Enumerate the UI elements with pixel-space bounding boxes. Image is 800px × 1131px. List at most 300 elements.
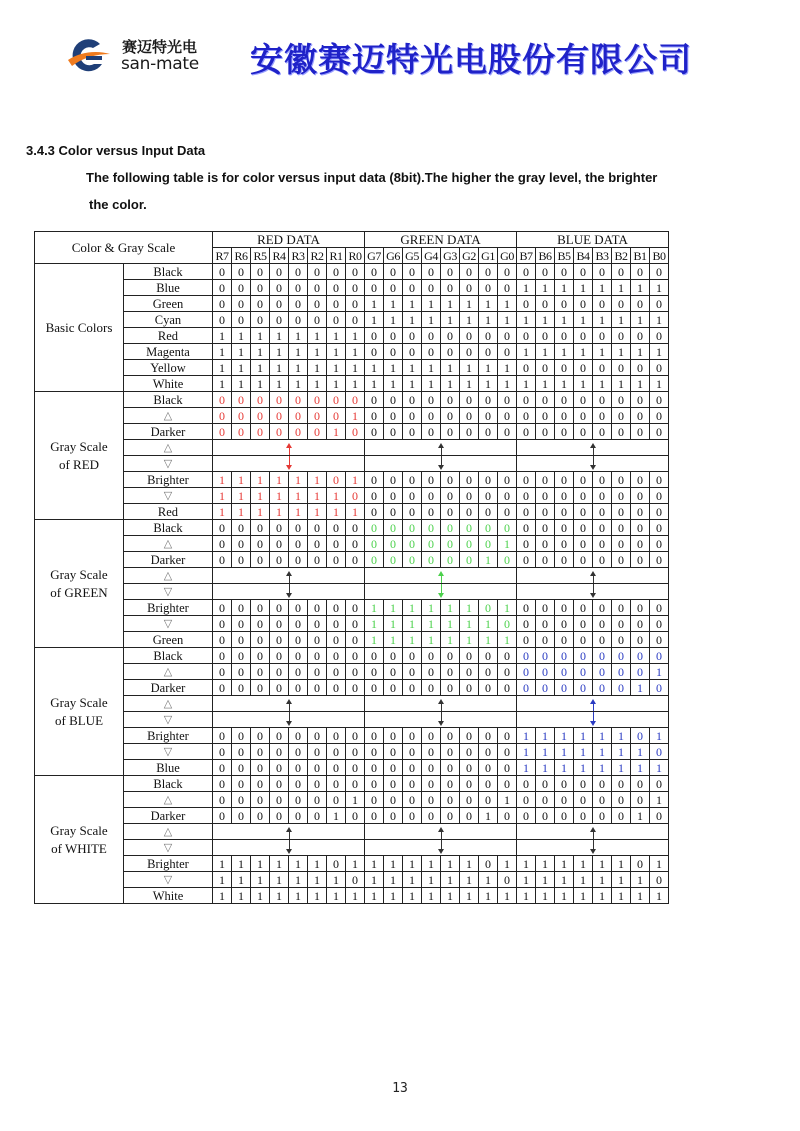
bit-value: 1 [650,280,669,296]
bit-header: R1 [327,248,346,264]
bit-value: 0 [574,328,593,344]
bit-value: 1 [327,360,346,376]
bit-value: 0 [631,600,650,616]
bit-value: 0 [365,808,384,824]
bit-value: 0 [403,280,422,296]
arrow-down-cell [365,456,517,472]
bit-value: 0 [555,808,574,824]
row-label: ▽ [124,840,213,856]
bit-value: 1 [536,872,555,888]
bit-value: 0 [631,504,650,520]
bit-value: 0 [232,680,251,696]
bit-value: 0 [593,472,612,488]
bit-value: 0 [232,632,251,648]
bit-value: 0 [498,808,517,824]
bit-value: 0 [403,808,422,824]
bit-value: 0 [536,328,555,344]
bit-value: 0 [536,264,555,280]
page-number: 13 [392,1081,408,1096]
row-label: △ [124,664,213,680]
bit-value: 0 [479,760,498,776]
bit-value: 1 [574,856,593,872]
bit-value: 1 [517,744,536,760]
bit-value: 0 [555,296,574,312]
bit-value: 1 [555,728,574,744]
bit-value: 0 [574,552,593,568]
bit-value: 0 [384,728,403,744]
bit-value: 0 [403,552,422,568]
arrow-up-icon [593,575,594,583]
bit-value: 0 [251,808,270,824]
bit-value: 0 [536,472,555,488]
bit-value: 0 [650,648,669,664]
bit-value: 0 [365,552,384,568]
bit-value: 1 [289,488,308,504]
bit-value: 0 [574,488,593,504]
bit-value: 0 [593,328,612,344]
section-label-line-1: Gray Scale [50,822,108,838]
bit-value: 0 [384,520,403,536]
bit-value: 0 [612,632,631,648]
bit-value: 0 [365,760,384,776]
bit-header: B6 [536,248,555,264]
bit-value: 0 [612,792,631,808]
bit-value: 0 [251,744,270,760]
table-row [35,600,669,616]
bit-value: 0 [517,424,536,440]
bit-value: 0 [289,552,308,568]
bit-value: 1 [365,856,384,872]
bit-value: 0 [213,264,232,280]
bit-value: 1 [612,856,631,872]
bit-header: G1 [479,248,498,264]
arrow-up-icon [593,703,594,711]
bit-value: 0 [346,808,365,824]
row-label: Black [124,648,213,664]
bit-value: 0 [327,664,346,680]
bit-value: 0 [574,808,593,824]
bit-value: 0 [498,760,517,776]
bit-value: 0 [346,648,365,664]
bit-value: 1 [536,376,555,392]
bit-value: 0 [593,664,612,680]
bit-value: 0 [384,472,403,488]
bit-value: 0 [574,536,593,552]
bit-value: 1 [289,888,308,904]
row-label: Brighter [124,856,213,872]
bit-value: 0 [517,488,536,504]
bit-value: 0 [441,776,460,792]
bit-value: 0 [403,792,422,808]
bit-value: 1 [422,888,441,904]
bit-value: 0 [327,776,346,792]
bit-value: 0 [479,328,498,344]
section-label-line-2: of BLUE [54,712,104,728]
bit-value: 1 [460,872,479,888]
bit-value: 1 [308,856,327,872]
bit-value: 0 [270,648,289,664]
bit-value: 0 [289,600,308,616]
bit-value: 0 [612,808,631,824]
arrow-down-icon [593,584,594,594]
bit-value: 1 [593,856,612,872]
bit-value: 1 [232,504,251,520]
bit-value: 0 [270,632,289,648]
bit-value: 1 [479,552,498,568]
bit-value: 1 [270,328,289,344]
bit-header: R0 [346,248,365,264]
bit-value: 0 [308,728,327,744]
bit-value: 0 [213,728,232,744]
bit-value: 0 [555,264,574,280]
row-label: Magenta [124,344,213,360]
bit-value: 0 [460,488,479,504]
bit-value: 0 [308,520,327,536]
bit-header: B1 [631,248,650,264]
bit-value: 1 [422,616,441,632]
bit-value: 0 [213,616,232,632]
bit-value: 0 [422,744,441,760]
bit-value: 0 [574,776,593,792]
arrow-up-icon [441,703,442,711]
row-label: ▽ [124,488,213,504]
bit-value: 0 [384,392,403,408]
bit-value: 0 [289,312,308,328]
bit-value: 0 [517,648,536,664]
bit-value: 1 [327,504,346,520]
bit-value: 0 [213,280,232,296]
bit-header: B5 [555,248,574,264]
bit-value: 0 [384,680,403,696]
bit-value: 1 [365,360,384,376]
bit-value: 1 [232,360,251,376]
bit-value: 1 [384,872,403,888]
bit-value: 0 [555,600,574,616]
bit-value: 0 [441,808,460,824]
bit-value: 0 [422,328,441,344]
row-label: ▽ [124,872,213,888]
bit-value: 0 [460,504,479,520]
bit-value: 0 [460,664,479,680]
bit-value: 0 [403,680,422,696]
bit-value: 1 [650,376,669,392]
bit-value: 0 [593,680,612,696]
bit-value: 0 [441,728,460,744]
bit-value: 0 [232,296,251,312]
bit-value: 0 [460,808,479,824]
bit-value: 0 [384,488,403,504]
bit-value: 1 [650,888,669,904]
bit-value: 1 [650,312,669,328]
bit-value: 0 [289,648,308,664]
bit-value: 1 [327,424,346,440]
bit-value: 1 [650,728,669,744]
bit-value: 0 [517,680,536,696]
bit-value: 1 [498,888,517,904]
bit-value: 1 [650,344,669,360]
bit-value: 0 [213,408,232,424]
bit-value: 1 [270,344,289,360]
bit-value: 0 [574,616,593,632]
bit-value: 1 [346,888,365,904]
bit-value: 0 [593,648,612,664]
section-label [35,520,124,648]
bit-value: 1 [289,344,308,360]
bit-value: 0 [555,776,574,792]
bit-value: 0 [536,424,555,440]
bit-value: 1 [270,472,289,488]
bit-value: 0 [270,776,289,792]
bit-value: 0 [384,792,403,808]
bit-value: 0 [346,744,365,760]
bit-value: 0 [574,408,593,424]
bit-value: 0 [574,600,593,616]
row-label: △ [124,568,213,584]
bit-value: 0 [232,616,251,632]
arrow-down-cell [213,584,365,600]
row-label: Darker [124,552,213,568]
bit-value: 1 [213,872,232,888]
bit-value: 0 [650,264,669,280]
bit-value: 0 [251,664,270,680]
bit-value: 0 [498,872,517,888]
bit-value: 0 [460,680,479,696]
bit-header: G6 [384,248,403,264]
table-row [35,664,669,680]
arrow-down-cell [365,712,517,728]
bit-value: 1 [517,376,536,392]
bit-header: B7 [517,248,536,264]
bit-value: 0 [213,776,232,792]
row-label: Blue [124,760,213,776]
bit-value: 1 [403,856,422,872]
bit-value: 0 [631,472,650,488]
row-label: ▽ [124,744,213,760]
bit-value: 1 [631,376,650,392]
bit-value: 1 [441,632,460,648]
bit-value: 1 [460,376,479,392]
bit-value: 0 [517,808,536,824]
bit-value: 0 [536,408,555,424]
bit-value: 0 [384,760,403,776]
bit-value: 1 [365,872,384,888]
bit-value: 0 [422,520,441,536]
bit-value: 0 [346,520,365,536]
bit-value: 0 [479,536,498,552]
bit-value: 0 [441,408,460,424]
bit-value: 0 [479,680,498,696]
bit-value: 1 [365,888,384,904]
bit-value: 1 [650,792,669,808]
bit-value: 0 [384,552,403,568]
bit-value: 0 [365,280,384,296]
bit-value: 0 [593,776,612,792]
bit-value: 1 [536,760,555,776]
bit-value: 0 [327,472,346,488]
bit-value: 0 [346,392,365,408]
arrow-up-cell [517,696,669,712]
bit-value: 0 [251,760,270,776]
bit-value: 0 [213,632,232,648]
bit-value: 0 [536,360,555,376]
bit-value: 1 [403,872,422,888]
section-label-line-2: of WHITE [51,840,107,856]
bit-value: 0 [650,808,669,824]
bit-value: 0 [422,792,441,808]
bit-value: 0 [612,536,631,552]
section-label-line-1: Gray Scale [50,438,108,454]
bit-value: 0 [365,520,384,536]
san-mate-logo-icon [66,36,110,76]
bit-value: 0 [517,328,536,344]
bit-value: 0 [517,776,536,792]
bit-value: 0 [422,280,441,296]
bit-value: 0 [346,680,365,696]
bit-value: 1 [593,376,612,392]
bit-value: 0 [422,504,441,520]
table-header [35,232,669,264]
bit-value: 1 [213,504,232,520]
company-logo [66,34,216,78]
bit-value: 1 [574,728,593,744]
bit-value: 0 [612,392,631,408]
bit-value: 1 [555,344,574,360]
arrow-down-icon [289,712,290,722]
bit-value: 0 [479,776,498,792]
bit-value: 1 [593,280,612,296]
bit-value: 0 [213,792,232,808]
table-row [35,824,669,840]
bit-value: 0 [517,360,536,376]
bit-value: 1 [251,472,270,488]
logo-chinese-text: 赛迈特光电 [122,38,198,56]
company-name: 安徽赛迈特光电股份有限公司 [250,40,692,79]
bit-value: 0 [365,728,384,744]
bit-value: 0 [479,488,498,504]
bit-value: 1 [365,616,384,632]
bit-value: 0 [213,808,232,824]
bit-value: 0 [289,280,308,296]
bit-value: 0 [441,552,460,568]
bit-header: G0 [498,248,517,264]
bit-value: 0 [213,648,232,664]
bit-value: 0 [403,760,422,776]
bit-value: 0 [536,488,555,504]
bit-value: 0 [536,552,555,568]
bit-value: 0 [289,728,308,744]
table-row [35,280,669,296]
bit-value: 0 [574,648,593,664]
bit-value: 0 [327,392,346,408]
bit-value: 0 [422,424,441,440]
bit-header: B0 [650,248,669,264]
row-label: △ [124,440,213,456]
table-row [35,584,669,600]
arrow-down-cell [517,456,669,472]
bit-value: 0 [460,264,479,280]
bit-value: 1 [270,360,289,376]
bit-value: 1 [479,360,498,376]
bit-value: 0 [498,472,517,488]
bit-value: 0 [232,264,251,280]
row-label: Darker [124,680,213,696]
bit-value: 0 [308,264,327,280]
bit-value: 0 [498,616,517,632]
bit-value: 0 [422,536,441,552]
bit-value: 0 [517,552,536,568]
table-row [35,312,669,328]
bit-value: 0 [631,392,650,408]
bit-value: 0 [270,520,289,536]
bit-value: 1 [422,296,441,312]
bit-value: 1 [422,360,441,376]
bit-value: 0 [422,552,441,568]
bit-value: 1 [612,344,631,360]
bit-value: 0 [517,408,536,424]
section-label-line-1: Gray Scale [50,694,108,710]
bit-value: 0 [631,408,650,424]
bit-value: 1 [289,360,308,376]
row-label: ▽ [124,616,213,632]
bit-value: 0 [232,424,251,440]
bit-value: 0 [441,424,460,440]
bit-value: 1 [631,312,650,328]
bit-value: 1 [213,360,232,376]
bit-value: 0 [270,296,289,312]
bit-value: 0 [479,408,498,424]
bit-value: 0 [536,808,555,824]
bit-value: 0 [327,600,346,616]
bit-header: R7 [213,248,232,264]
bit-value: 1 [384,632,403,648]
bit-value: 1 [270,488,289,504]
bit-value: 0 [650,424,669,440]
bit-value: 0 [213,664,232,680]
bit-value: 0 [593,792,612,808]
bit-value: 1 [232,488,251,504]
bit-value: 1 [441,616,460,632]
bit-value: 0 [460,536,479,552]
arrow-down-icon [593,840,594,850]
arrow-down-icon [289,584,290,594]
bit-value: 0 [536,600,555,616]
bit-value: 1 [403,600,422,616]
bit-value: 0 [479,600,498,616]
arrow-up-icon [289,575,290,583]
bit-value: 1 [441,872,460,888]
bit-value: 0 [251,552,270,568]
arrow-up-cell [365,568,517,584]
bit-value: 1 [555,744,574,760]
bit-value: 1 [555,872,574,888]
bit-value: 0 [251,616,270,632]
bit-value: 0 [384,264,403,280]
arrow-down-cell [365,584,517,600]
bit-value: 1 [498,856,517,872]
bit-value: 0 [650,328,669,344]
bit-value: 0 [517,264,536,280]
bit-value: 1 [441,360,460,376]
section-paragraph-line-1: The following table is for color versus input data (8bit).The higher the gray level, the brighter [86,170,658,185]
bit-value: 1 [631,280,650,296]
bit-value: 0 [308,408,327,424]
bit-value: 0 [517,504,536,520]
bit-value: 1 [517,728,536,744]
bit-value: 0 [422,648,441,664]
table-row [35,808,669,824]
bit-value: 0 [574,680,593,696]
bit-value: 0 [593,264,612,280]
